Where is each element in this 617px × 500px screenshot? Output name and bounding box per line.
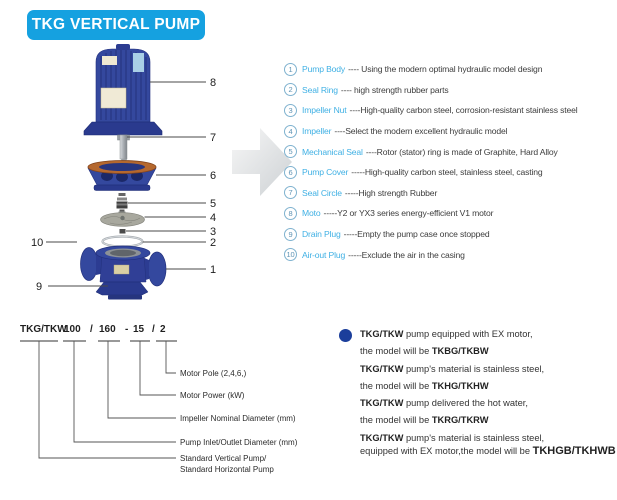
part-list-item: [284, 224, 577, 245]
callout-1: 1: [210, 264, 217, 276]
part-name: Pump Body: [302, 64, 346, 75]
note-text: equipped with EX motor,the model will be: [360, 446, 533, 457]
note-text: pump equipped with EX motor,: [403, 329, 533, 339]
callout-5: 5: [210, 198, 217, 210]
note-line: [360, 443, 616, 460]
part-number-badge: 3: [284, 104, 297, 117]
part-description: ---- high strength rubber parts: [340, 84, 449, 95]
part-number-badge: 9: [284, 228, 297, 241]
callout-6: 6: [210, 170, 217, 182]
note-text: pump's material is stainless steel,: [403, 432, 545, 443]
pump-body-illustration: [81, 246, 167, 300]
note-model-code-bold: TKHG/TKHW: [431, 380, 489, 391]
parts-list: [284, 59, 577, 265]
part-name: Impeller: [302, 126, 332, 137]
pump-cover-illustration: [88, 161, 156, 191]
part-list-item: [284, 100, 577, 121]
label-motor-power: Motor Power (kW): [180, 391, 245, 400]
part-number-badge: 10: [284, 248, 297, 261]
model-code-diagram: [0, 315, 345, 490]
part-description: ---- Using the modern optimal hydraulic model design: [348, 64, 543, 75]
part-name: Drain Plug: [302, 229, 341, 240]
model-code-segments: [20, 324, 166, 335]
notes-lines: [360, 326, 616, 460]
part-number-badge: 4: [284, 125, 297, 138]
model-series: TKG/TKW: [20, 324, 67, 335]
note-line: [360, 361, 616, 378]
motor-label-blue: [133, 53, 144, 72]
note-text: the model will be: [360, 415, 432, 426]
page-title: TKG VERTICAL PUMP: [31, 16, 201, 33]
label-impeller-diameter: Impeller Nominal Diameter (mm): [180, 414, 296, 423]
part-list-item: [284, 141, 577, 162]
note-model-code-bold: TKHGB/TKHWB: [532, 445, 616, 458]
note-line: [360, 378, 616, 395]
part-number-badge: 6: [284, 166, 297, 179]
note-line: [360, 326, 616, 343]
part-description: -----High strength Rubber: [344, 187, 438, 198]
part-list-item: [284, 162, 577, 183]
label-inlet-outlet-diameter: Pump Inlet/Outlet Diameter (mm): [180, 438, 298, 447]
part-name: Seal Ring: [302, 84, 338, 95]
note-series-bold: TKG/TKW: [360, 363, 404, 374]
part-list-item: [284, 183, 577, 204]
part-description: ----Rotor (stator) ring is made of Graphite, Hard Alloy: [365, 146, 558, 157]
part-description: -----High-quality carbon steel, stainless steel, casting: [351, 167, 543, 178]
note-series-bold: TKG/TKW: [360, 398, 404, 409]
part-list-item: [284, 59, 577, 80]
note-text: pump's material is stainless steel,: [403, 363, 545, 374]
model-power: 15: [133, 324, 145, 335]
title-badge: [27, 10, 205, 40]
motor-illustration: [84, 44, 162, 135]
impeller-nut-illustration: [120, 229, 126, 234]
note-line: [360, 343, 616, 360]
model-inlet: 100: [64, 324, 81, 335]
part-list-item: [284, 80, 577, 101]
part-number-badge: 1: [284, 63, 297, 76]
part-list-item: [284, 244, 577, 265]
model-slash-2: /: [152, 324, 155, 335]
part-name: Seal Circle: [302, 187, 342, 198]
callout-7: 7: [210, 132, 217, 144]
impeller-illustration: [101, 212, 145, 227]
part-description: ----Select the modern excellent hydraulic model: [334, 126, 508, 137]
part-number-badge: 2: [284, 83, 297, 96]
mechanical-seal-illustration: [117, 193, 128, 213]
note-text: the model will be: [360, 380, 432, 391]
model-impeller: 160: [99, 324, 116, 335]
part-description: ----High-quality carbon steel, corrosion-resistant stainless steel: [349, 105, 578, 116]
note-text: the model will be: [360, 346, 432, 357]
note-model-code-bold: TKRG/TKRW: [431, 415, 489, 426]
part-number-badge: 5: [284, 145, 297, 158]
bullet-icon: [339, 329, 352, 342]
part-name: Impeller Nut: [302, 105, 347, 116]
part-list-item: [284, 203, 577, 224]
part-name: Mechanical Seal: [302, 146, 363, 157]
motor-label-small: [102, 56, 117, 65]
note-model-code-bold: TKBG/TKBW: [431, 346, 489, 357]
model-code-labels: [180, 369, 298, 474]
note-text: pump delivered the hot water,: [403, 398, 528, 409]
label-motor-pole: Motor Pole (2,4,6,): [180, 369, 247, 378]
callout-10: 10: [31, 237, 44, 249]
seal-ring-illustration: [103, 237, 143, 247]
model-slash-1: /: [90, 324, 93, 335]
callout-8: 8: [210, 77, 217, 89]
note-series-bold: TKG/TKW: [360, 432, 404, 443]
part-description: -----Y2 or YX3 series energy-efficient V1 motor: [323, 208, 494, 219]
part-number-badge: 8: [284, 207, 297, 220]
model-variant-notes: [338, 326, 616, 460]
part-name: Air-out Plug: [302, 249, 346, 260]
label-standard-vertical: Standard Vertical Pump/: [180, 454, 267, 463]
note-line: [360, 395, 616, 412]
callout-9: 9: [36, 281, 43, 293]
model-dash: -: [125, 324, 129, 335]
note-series-bold: TKG/TKW: [360, 329, 404, 339]
callout-2: 2: [210, 237, 217, 249]
model-connector-lines: [39, 341, 176, 458]
part-list-item: [284, 121, 577, 142]
part-description: -----Exclude the air in the casing: [348, 249, 465, 260]
note-line: [360, 412, 616, 429]
pump-nameplate: [114, 265, 129, 274]
callout-3: 3: [210, 226, 217, 238]
callout-4: 4: [210, 212, 217, 224]
part-number-badge: 7: [284, 186, 297, 199]
model-pole: 2: [160, 324, 166, 335]
part-name: Pump Cover: [302, 167, 349, 178]
part-description: -----Empty the pump case once stopped: [343, 229, 490, 240]
label-standard-horizontal: Standard Horizontal Pump: [180, 465, 274, 474]
part-name: Moto: [302, 208, 321, 219]
motor-nameplate: [101, 88, 126, 108]
